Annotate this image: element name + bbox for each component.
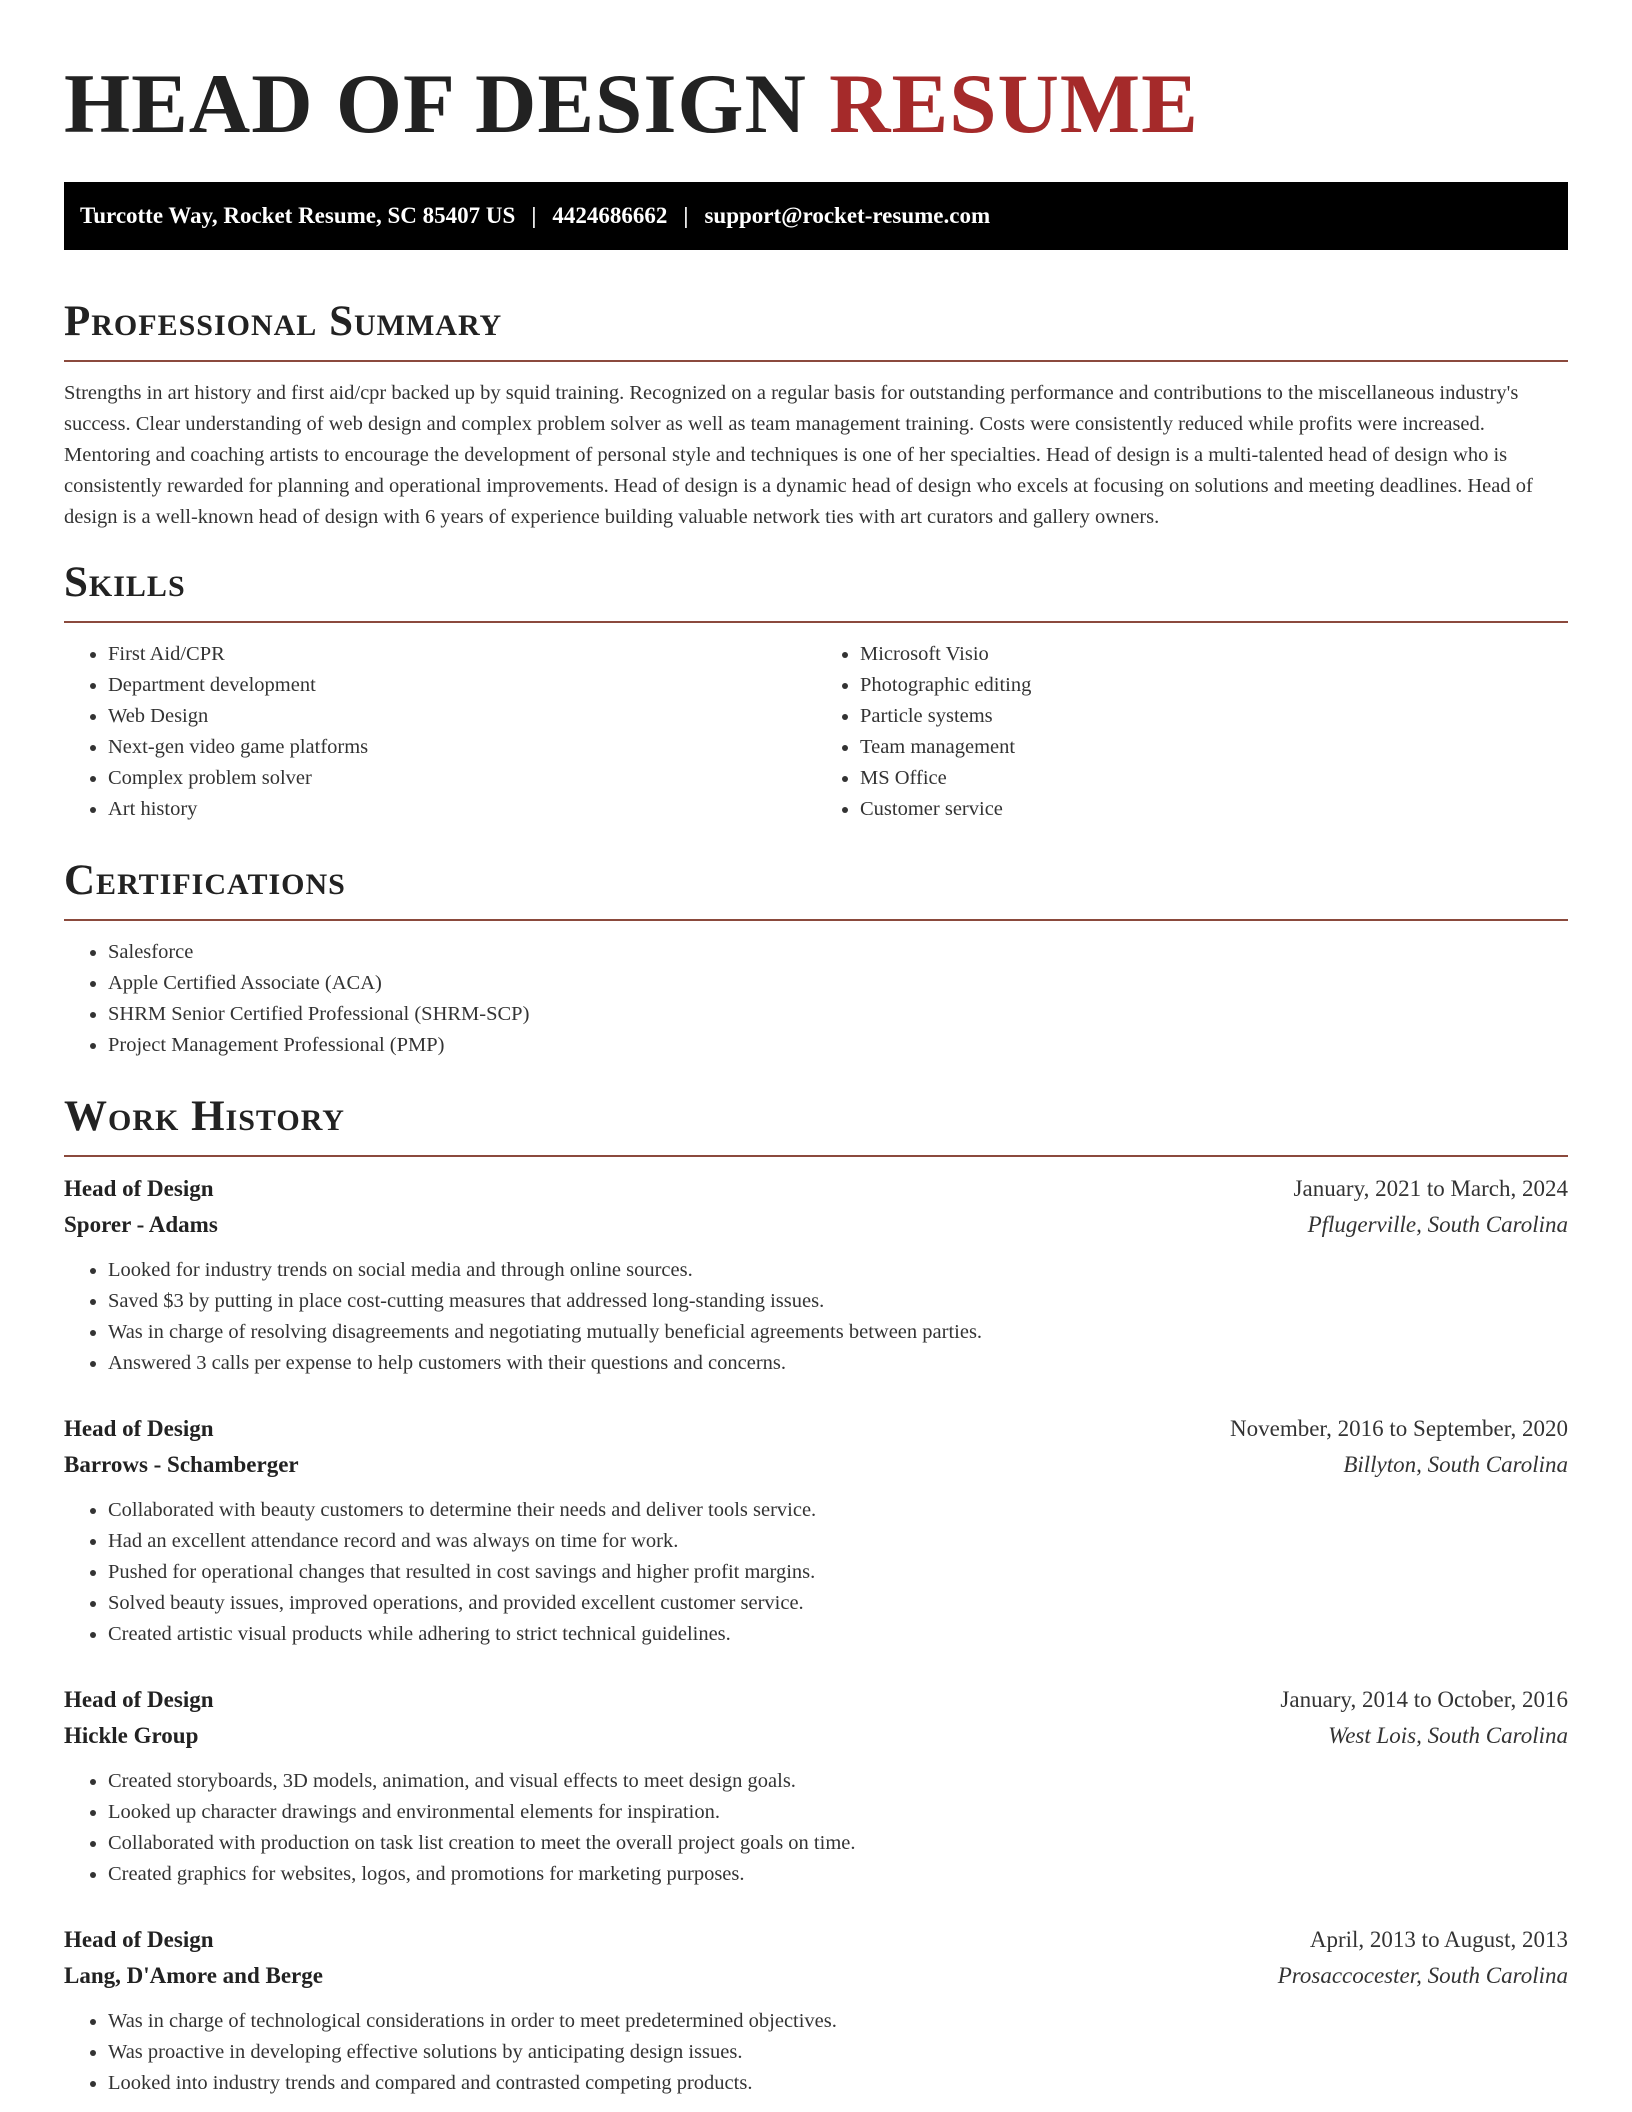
job-bullet: • Answered 3 calls per expense to help customers with their questions and concerns. xyxy=(108,1348,1568,1379)
job-bullet: • Pushed for operational changes that resulted in cost savings and higher profit margins. xyxy=(108,1557,1568,1588)
job-header-row xyxy=(64,1682,1568,1718)
contact-phone: 4424686662 xyxy=(552,203,668,228)
resume-title xyxy=(64,0,1568,152)
section-divider xyxy=(64,1155,1568,1157)
certifications-section xyxy=(64,853,1568,1061)
job-bullets xyxy=(64,1766,1568,1890)
job-entry xyxy=(64,1682,1568,1890)
skill-item: • Particle systems xyxy=(860,701,1568,732)
job-entry xyxy=(64,1922,1568,2099)
work-history-section xyxy=(64,1089,1568,2099)
summary-section xyxy=(64,294,1568,533)
job-bullet: • Collaborated with beauty customers to determine their needs and deliver tools service. xyxy=(108,1495,1568,1526)
skill-item: • Web Design xyxy=(108,701,816,732)
contact-bar xyxy=(64,182,1568,250)
job-entry xyxy=(64,1171,1568,1379)
summary-text: Strengths in art history and first aid/cpr backed up by squid training. Recognized on a regular basis for outstanding performance and contributions to the miscellaneous industry's success. Clear understanding of web design and complex problem solver as well as team management training. Costs were consistently reduced while profits were increased. Mentoring and coaching artists to encourage the development of personal style and techniques is one of her specialties. Head of design is a multi-talented head of design who is consistently rewarded for planning and operational improvements. Head of design is a dynamic head of design who excels at focusing on solutions and meeting deadlines. Head of design is a well-known head of design with 6 years of experience building valuable network ties with art curators and gallery owners. xyxy=(64,382,1533,528)
job-bullet: • Looked into industry trends and compared and contrasted competing products. xyxy=(108,2068,1568,2099)
skills-list-right xyxy=(816,639,1568,825)
job-title: Head of Design xyxy=(64,1416,214,1441)
contact-separator: | xyxy=(683,203,689,228)
job-location: Billyton, South Carolina xyxy=(1343,1452,1568,1477)
skill-item: • Department development xyxy=(108,670,816,701)
skill-item: • Complex problem solver xyxy=(108,763,816,794)
job-bullet: • Was in charge of resolving disagreements and negotiating mutually beneficial agreements between parties. xyxy=(108,1317,1568,1348)
section-heading: Certifications xyxy=(64,857,346,904)
section-divider xyxy=(64,360,1568,362)
job-bullet: • Looked up character drawings and environmental elements for inspiration. xyxy=(108,1797,1568,1828)
job-bullets xyxy=(64,1495,1568,1650)
skills-section xyxy=(64,555,1568,825)
job-entry xyxy=(64,1411,1568,1650)
job-subheader-row xyxy=(64,1958,1568,1994)
section-heading: Professional Summary xyxy=(64,298,503,345)
job-bullet: • Collaborated with production on task list creation to meet the overall project goals on time. xyxy=(108,1828,1568,1859)
job-subheader-row xyxy=(64,1718,1568,1754)
section-divider xyxy=(64,919,1568,921)
job-company: Hickle Group xyxy=(64,1723,199,1748)
job-company: Sporer - Adams xyxy=(64,1212,218,1237)
job-bullet: • Looked for industry trends on social media and through online sources. xyxy=(108,1255,1568,1286)
job-location: Pflugerville, South Carolina xyxy=(1307,1212,1568,1237)
job-bullets xyxy=(64,2006,1568,2099)
job-location: West Lois, South Carolina xyxy=(1328,1723,1568,1748)
job-dates: November, 2016 to September, 2020 xyxy=(1230,1416,1568,1441)
job-title: Head of Design xyxy=(64,1687,214,1712)
certification-item: • Project Management Professional (PMP) xyxy=(108,1030,1568,1061)
job-bullet: • Was proactive in developing effective solutions by anticipating design issues. xyxy=(108,2037,1568,2068)
job-header-row xyxy=(64,1411,1568,1447)
certification-item: • Apple Certified Associate (ACA) xyxy=(108,968,1568,999)
job-bullet: • Solved beauty issues, improved operations, and provided excellent customer service. xyxy=(108,1588,1568,1619)
job-subheader-row xyxy=(64,1207,1568,1243)
job-bullet: • Created storyboards, 3D models, animation, and visual effects to meet design goals. xyxy=(108,1766,1568,1797)
skill-item: • Team management xyxy=(860,732,1568,763)
contact-separator: | xyxy=(531,203,537,228)
job-title: Head of Design xyxy=(64,1927,214,1952)
skill-item: • Microsoft Visio xyxy=(860,639,1568,670)
section-divider xyxy=(64,621,1568,623)
skill-item: • Photographic editing xyxy=(860,670,1568,701)
skill-item: • Art history xyxy=(108,794,816,825)
job-bullet: • Created artistic visual products while adhering to strict technical guidelines. xyxy=(108,1619,1568,1650)
job-bullet: • Saved $3 by putting in place cost-cutting measures that addressed long-standing issues. xyxy=(108,1286,1568,1317)
job-header-row xyxy=(64,1922,1568,1958)
job-bullets xyxy=(64,1255,1568,1379)
skill-item: • First Aid/CPR xyxy=(108,639,816,670)
job-header-row xyxy=(64,1171,1568,1207)
job-dates: January, 2014 to October, 2016 xyxy=(1280,1687,1568,1712)
job-bullet: • Created graphics for websites, logos, and promotions for marketing purposes. xyxy=(108,1859,1568,1890)
job-bullet: • Had an excellent attendance record and was always on time for work. xyxy=(108,1526,1568,1557)
job-dates: April, 2013 to August, 2013 xyxy=(1309,1927,1568,1952)
certification-item: • Salesforce xyxy=(108,937,1568,968)
job-company: Lang, D'Amore and Berge xyxy=(64,1963,323,1988)
title-accent: RESUME xyxy=(829,57,1199,151)
title-main: HEAD OF DESIGN xyxy=(64,57,807,151)
certifications-list xyxy=(64,937,1568,1061)
contact-address: Turcotte Way, Rocket Resume, SC 85407 US xyxy=(80,203,516,228)
skill-item: • Next-gen video game platforms xyxy=(108,732,816,763)
skill-item: • MS Office xyxy=(860,763,1568,794)
job-title: Head of Design xyxy=(64,1176,214,1201)
job-dates: January, 2021 to March, 2024 xyxy=(1293,1176,1568,1201)
certification-item: • SHRM Senior Certified Professional (SHRM-SCP) xyxy=(108,999,1568,1030)
skills-list-left xyxy=(64,639,816,825)
skills-grid xyxy=(64,639,1568,825)
job-bullet: • Was in charge of technological considerations in order to meet predetermined objectives. xyxy=(108,2006,1568,2037)
section-heading: Work History xyxy=(64,1093,345,1140)
job-subheader-row xyxy=(64,1447,1568,1483)
job-location: Prosaccocester, South Carolina xyxy=(1277,1963,1568,1988)
contact-email: support@rocket-resume.com xyxy=(704,203,991,228)
job-company: Barrows - Schamberger xyxy=(64,1452,299,1477)
section-heading: Skills xyxy=(64,559,186,606)
skill-item: • Customer service xyxy=(860,794,1568,825)
